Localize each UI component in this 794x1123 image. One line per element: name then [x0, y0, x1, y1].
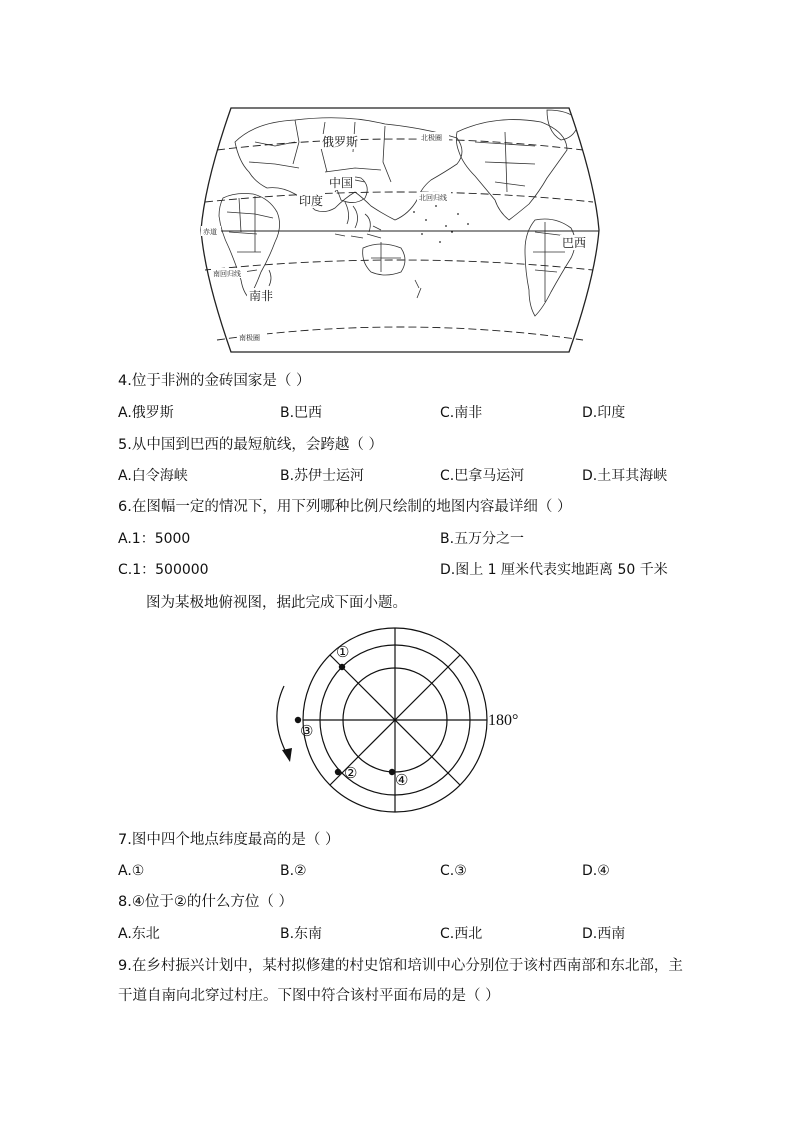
question-4-option-b[interactable]: B.巴西	[280, 405, 323, 421]
label-china: 中国	[329, 176, 354, 190]
tropic-of-cancer-label: 北回归线	[419, 194, 447, 202]
polar-diagram-intro: 图为某极地俯视图，据此完成下面小题。	[146, 595, 407, 611]
world-map	[195, 102, 605, 358]
question-7-option-b[interactable]: B.②	[280, 863, 307, 879]
point-3-label: ③	[300, 722, 314, 740]
equator-label: 赤道	[203, 228, 217, 236]
question-5-stem: 5.从中国到巴西的最短航线，会跨越（ ）	[118, 437, 383, 453]
question-5-option-a[interactable]: A.白令海峡	[118, 468, 188, 484]
question-5-option-c[interactable]: C.巴拿马运河	[440, 468, 525, 484]
question-7-stem: 7.图中四个地点纬度最高的是（ ）	[118, 832, 340, 848]
longitude-label-180: 180°	[488, 712, 519, 729]
label-russia: 俄罗斯	[322, 135, 359, 149]
question-7-option-c[interactable]: C.③	[440, 863, 467, 879]
question-5-option-b[interactable]: B.苏伊士运河	[280, 468, 365, 484]
question-9-line-2: 干道自南向北穿过村庄。下图中符合该村平面布局的是（ ）	[118, 988, 500, 1004]
question-4-option-c[interactable]: C.南非	[440, 405, 483, 421]
question-7-option-a[interactable]: A.①	[118, 863, 145, 879]
label-south-africa: 南非	[249, 289, 274, 303]
arctic-circle-label: 北极圈	[421, 134, 442, 142]
question-8-option-c[interactable]: C.西北	[440, 926, 483, 942]
tropic-of-capricorn-label: 南回归线	[213, 270, 241, 278]
question-8-option-b[interactable]: B.东南	[280, 926, 323, 942]
question-6-option-b[interactable]: B.五万分之一	[440, 531, 525, 547]
question-9-line-1: 9.在乡村振兴计划中，某村拟修建的村史馆和培训中心分别位于该村西南部和东北部，主	[118, 958, 683, 974]
question-6-option-d[interactable]: D.图上 1 厘米代表实地距离 50 千米	[440, 562, 668, 578]
point-2-dot	[335, 769, 341, 775]
point-1-label: ①	[336, 643, 350, 661]
label-india: 印度	[299, 194, 324, 208]
point-1-dot	[339, 664, 345, 670]
rotation-arrow	[277, 686, 288, 756]
map-frame	[201, 108, 599, 352]
question-4-option-a[interactable]: A.俄罗斯	[118, 405, 174, 421]
antarctic-circle-label: 南极圈	[239, 334, 260, 342]
question-4-stem: 4.位于非洲的金砖国家是（ ）	[118, 373, 311, 389]
polar-diagram	[262, 626, 532, 820]
question-8-stem: 8.④位于②的什么方位（ ）	[118, 894, 293, 910]
question-8-option-d[interactable]: D.西南	[582, 926, 626, 942]
question-6-option-a[interactable]: A.1：5000	[118, 531, 191, 547]
question-5-option-d[interactable]: D.土耳其海峡	[582, 468, 668, 484]
question-7-option-d[interactable]: D.④	[582, 863, 610, 879]
question-4-option-d[interactable]: D.印度	[582, 405, 626, 421]
question-6-option-c[interactable]: C.1：500000	[118, 562, 209, 578]
question-6-stem: 6.在图幅一定的情况下，用下列哪种比例尺绘制的地图内容最详细（ ）	[118, 499, 572, 515]
question-8-option-a[interactable]: A.东北	[118, 926, 160, 942]
rotation-arrow-head	[282, 748, 292, 762]
point-4-label: ④	[395, 771, 409, 789]
label-brazil: 巴西	[562, 236, 587, 250]
point-2-label: ②	[344, 764, 358, 782]
